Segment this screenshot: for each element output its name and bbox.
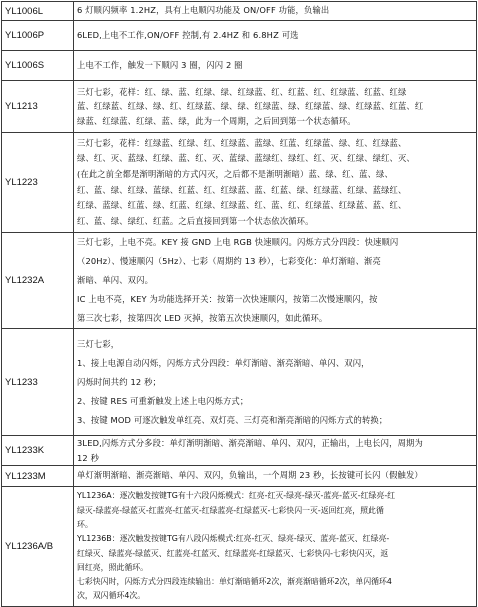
table-row: [2, 133, 477, 233]
description-line: 渐暗、单闪、双闪。: [77, 275, 154, 285]
model-cell: YL1006P: [2, 21, 74, 51]
description-line: 红绿灭、绿蓝亮-绿蓝灭、红蓝亮-红蓝灭、红绿蓝亮-红绿蓝灭、七彩快闪-七彩快闪灭，返: [77, 548, 389, 558]
description-line: IC 上电不亮，KEY 为功能选择开关：按第一次快速顺闪，按第二次慢速顺闪，按: [77, 294, 378, 304]
description-line: 蓝、红绿蓝、红绿、绿、红、红绿蓝、绿、绿、红绿蓝、绿、红绿蓝、绿、红绿蓝、红蓝、红: [77, 101, 424, 112]
table-row: [2, 329, 477, 436]
description-line: 三灯七彩，上电不亮。KEY 接 GND 上电 RGB 快速顺闪。闪烁方式分四段：快速顺闪: [77, 237, 399, 247]
description-line: 3LED,闪烁方式分多段：单灯渐明渐暗、渐亮渐暗、单闪、双闪，正输出，上电长闪，周期为: [77, 438, 423, 448]
model-cell: YL1232A: [2, 233, 74, 329]
description-line: YL1236B：逐次触发按键TG有八段闪烁模式:红亮-红灭、绿亮-绿灭、蓝亮-蓝灭、红绿亮-: [77, 534, 390, 544]
description-cell: [74, 81, 477, 133]
description-line: 红绿、蓝绿、红蓝、绿、红蓝、红绿、红绿蓝、红、蓝、红、红绿蓝、红绿蓝、蓝、红、: [77, 200, 407, 211]
table-row: [2, 487, 477, 607]
description-line: 6 灯顺闪频率 1.2HZ，具有上电顺闪功能及 ON/OFF 功能，负输出: [77, 5, 330, 16]
description-line: 红、蓝、绿、绿红、红蓝。之后直接回到第一个状态依次循环。: [77, 215, 314, 226]
description-line: 绿蓝、红绿蓝、红绿、蓝、绿，此为一个周期，之后回到第一个状态循环。: [77, 115, 356, 126]
description-line: 6LED,上电不工作,ON/OFF 控制,有 2.4HZ 和 6.8HZ 可选: [77, 29, 299, 40]
description-line: 绿灭-绿蓝亮-绿蓝灭-红蓝亮-红蓝灭-红绿蓝亮-红绿蓝灭-七彩快闪一灭-返回红亮，照此循: [77, 505, 384, 515]
description-line: 环。: [77, 519, 93, 529]
model-cell: YL1233M: [2, 466, 74, 487]
led-ic-spec-table: [1, 1, 477, 607]
description-cell: [74, 487, 477, 607]
description-line: 三灯七彩，花样：红绿蓝、红绿、红、红绿蓝、蓝绿、红蓝、红绿蓝、绿、红、红绿蓝、: [77, 137, 407, 148]
description-cell: [74, 436, 477, 466]
description-line: 上电不工作，触发一下顺闪 3 圈，闪闪 2 圈: [77, 59, 243, 70]
model-cell: YL1233K: [2, 436, 74, 466]
table-row: [2, 81, 477, 133]
description-line: （20Hz）、慢速顺闪（5Hz）、七彩（周期约 13 秒），七彩变化：单灯渐暗、渐亮: [77, 256, 381, 266]
table-row: [2, 436, 477, 466]
description-line: (在此之前全都是渐明渐暗的方式闪灭，之后都不是渐明渐暗）蓝、绿、红、蓝、绿、: [77, 168, 393, 179]
description-line: 第三次七彩，按第四次 LED 灭掉，按第五次快速顺闪，如此循环。: [77, 313, 328, 323]
table-row: [2, 233, 477, 329]
description-cell: [74, 51, 477, 81]
description-cell: [74, 329, 477, 436]
description-cell: [74, 466, 477, 487]
description-line: 闪烁时间共约 12 秒；: [77, 376, 162, 387]
model-cell: YL1233: [2, 329, 74, 436]
description-line: 绿、红、灭、蓝绿、红绿、蓝、红、灭、蓝绿、蓝绿红、绿红、红、灭、红绿、绿红、灭、: [77, 153, 415, 164]
model-cell: YL1236A/B: [2, 487, 74, 607]
description-line: 2、按键 RES 可重新触发上述上电闪烁方式；: [77, 395, 249, 406]
description-line: YL1236A：逐次触发按键TG有十六段闪烁模式：红亮-红灭-绿亮-绿灭-蓝亮-蓝灭-红绿亮-红: [77, 491, 396, 501]
description-line: 12 秒: [77, 452, 100, 463]
description-line: 3、按键 MOD 可逐次触发单红亮、双灯亮、三灯亮和渐亮渐暗的闪烁方式的转换；: [77, 414, 388, 425]
table-row: [2, 466, 477, 487]
description-line: 1、接上电源自动闪烁，闪烁方式分四段：单灯渐暗、渐亮渐暗、单闪、双闪，: [77, 357, 370, 368]
table-row: [2, 2, 477, 21]
table-row: [2, 51, 477, 81]
model-cell: YL1006S: [2, 51, 74, 81]
model-cell: YL1006L: [2, 2, 74, 21]
description-line: 次，双闪循环4次。: [77, 591, 146, 601]
model-cell: YL1223: [2, 133, 74, 233]
description-cell: [74, 133, 477, 233]
description-line: 红、蓝、绿、红绿、蓝绿、红蓝、红、红绿蓝、蓝、红蓝、绿、红绿蓝、红绿、蓝绿红、: [77, 184, 407, 195]
description-cell: [74, 233, 477, 329]
model-cell: YL1213: [2, 81, 74, 133]
description-line: 七彩快闪时，闪烁方式分四段连续输出：单灯渐暗循环2次，渐亮渐暗循环2次，单闪循环4: [77, 577, 392, 587]
description-cell: [74, 21, 477, 51]
description-line: 三灯七彩，: [77, 338, 120, 349]
description-line: 单灯渐明渐暗、渐亮渐暗、单闪、双闪，负输出，一个周期 23 秒，长按键可长闪（假触发）: [77, 470, 423, 481]
description-cell: [74, 2, 477, 21]
description-line: 三灯七彩，花样：红、绿、蓝、红绿、绿、红绿蓝、红、红蓝、红、红绿蓝、红蓝、红绿: [77, 86, 407, 97]
description-line: 回红亮，照此循环。: [77, 562, 149, 572]
table-row: [2, 21, 477, 51]
